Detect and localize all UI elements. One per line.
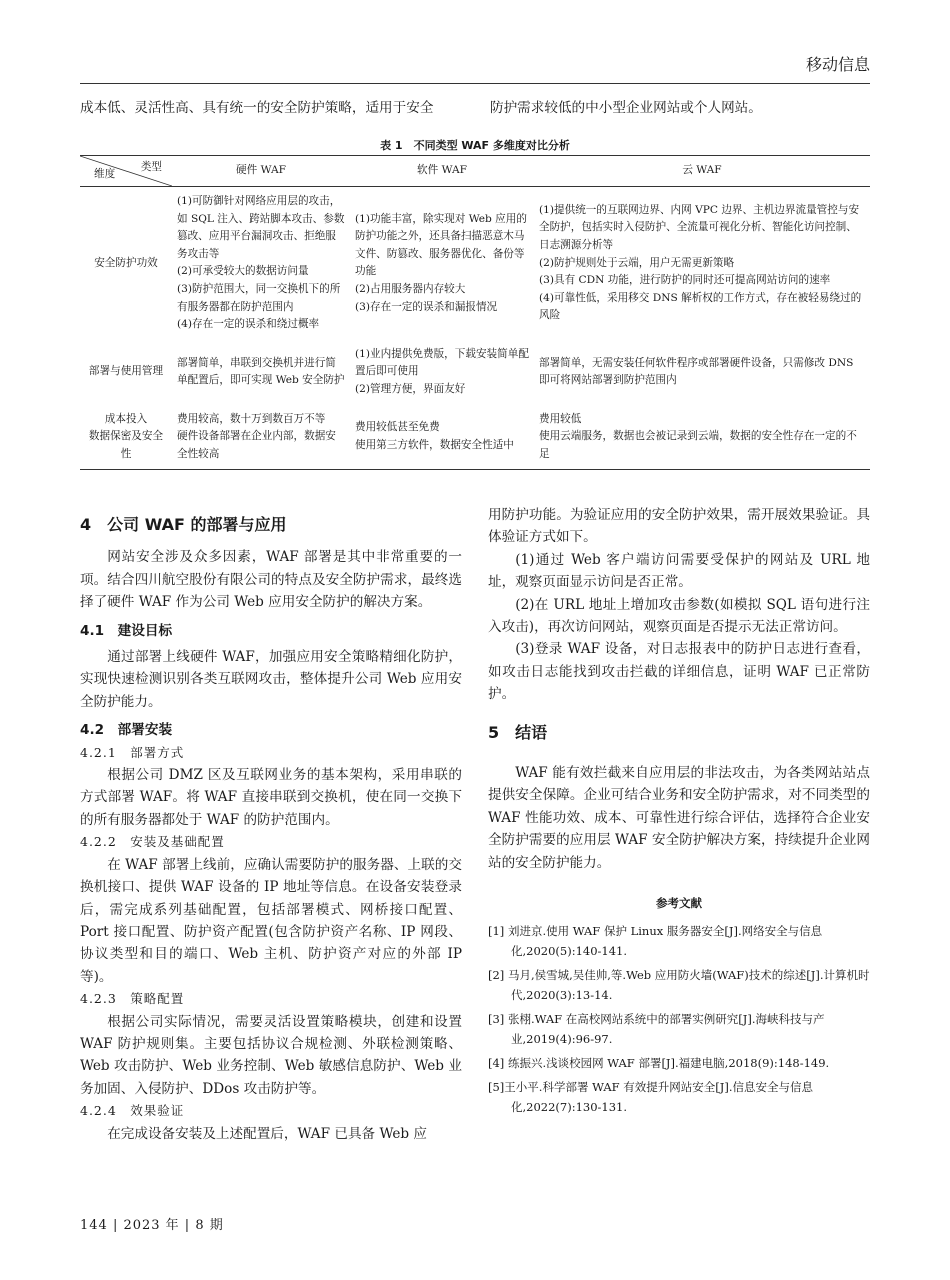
cell-hardware: (1)可防御针对网络应用层的攻击，如 SQL 注入、跨站脚本攻击、参数篡改、应用平台漏洞攻击、拒绝服务攻击等 (2)可承受较大的数据访问量 (3)防护范围大，同一交换机下的所有服务器都在防护范围内 (4)存在一定的误杀和绕过概率 bbox=[177, 195, 345, 331]
section-4-2-4-title: 4.2.4 效果验证 bbox=[80, 1103, 185, 1119]
cell-software: (1)功能丰富，除实现对 Web 应用的防护功能之外，还具备扫描恶意木马文件、防篡改、服务器优化、备份等功能 (2)占用服务器内存较大 (3)存在一定的误杀和漏报情况 bbox=[355, 212, 527, 313]
section-4-2-1-paragraph: 根据公司 DMZ 区及互联网业务的基本架构，采用串联的方式部署 WAF。将 WAF 直接串联到交换机，使在同一交换下的所有服务器都处于 WAF 的防护范围内。 bbox=[80, 767, 462, 828]
reference-item: [1] 刘进京.使用 WAF 保护 Linux 服务器安全[J].网络安全与信息化,2020(5):140-141. bbox=[488, 923, 823, 958]
header-software: 软件 WAF bbox=[350, 156, 534, 187]
top-line-left: 成本低、灵活性高、具有统一的安全防护策略，适用于安全 bbox=[80, 100, 434, 116]
reference-item: [3] 张栩.WAF 在高校网站系统中的部署实例研究[J].海峡科技与产业,2019(4):96-97. bbox=[488, 1011, 825, 1046]
row-dimension: 安全防护功效 bbox=[94, 256, 158, 269]
section-5-paragraph: WAF 能有效拦截来自应用层的非法攻击，为各类网站站点提供安全保障。企业可结合业务和安全防护需求，对不同类型的 WAF 性能功效、成本、可靠性进行综合评估，选择符合企业安全防护需要的应用层 WAF 安全防护解决方案，持续提升企业网站的安全防护能力。 bbox=[488, 765, 870, 871]
table-row bbox=[80, 340, 870, 405]
right-column bbox=[488, 504, 870, 1121]
reference-list bbox=[488, 921, 870, 1117]
reference-item: [5]王小平.科学部署 WAF 有效提升网站安全[J].信息安全与信息化,2022(7):130-131. bbox=[488, 1079, 814, 1114]
top-line-right: 防护需求较低的中小型企业网站或个人网站。 bbox=[490, 100, 762, 116]
continued-paragraph: 用防护功能。为验证应用的安全防护效果，需开展效果验证。具体验证方式如下。 bbox=[488, 507, 870, 546]
section-4-1-title: 4.1 建设目标 bbox=[80, 622, 173, 639]
cell-cloud: 部署简单，无需安装任何软件程序或部署硬件设备，只需修改 DNS 即可将网站部署到防护范围内 bbox=[539, 356, 854, 387]
cell-software: 费用较低甚至免费 使用第三方软件，数据安全性适中 bbox=[355, 421, 514, 451]
verify-step-3: (3)登录 WAF 设备，对日志报表中的防护日志进行查看，如攻击日志能找到攻击拦截的详细信息，证明 WAF 已正常防护。 bbox=[488, 641, 870, 703]
row-dimension: 成本投入 数据保密及安全性 bbox=[88, 412, 164, 460]
section-4-paragraph: 网站安全涉及众多因素，WAF 部署是其中非常重要的一项。结合四川航空股份有限公司的特点及安全防护需求，最终选择了硬件 WAF 作为公司 Web 应用安全防护的解决方案。 bbox=[80, 549, 462, 611]
section-4-2-3-paragraph: 根据公司实际情况，需要灵活设置策略模块，创建和设置 WAF 防护规则集。主要包括协议合规检测、外联检测策略、Web 攻击防护、Web 业务控制、Web 敏感信息防护、Web 业务加固、入侵防护、DDos 攻击防护等。 bbox=[80, 1013, 462, 1097]
running-head bbox=[0, 0, 950, 76]
comparison-table bbox=[80, 155, 870, 470]
section-4-2-4-paragraph: 在完成设备安装及上述配置后，WAF 已具备 Web 应 bbox=[107, 1125, 427, 1142]
section-5-title: 5 结语 bbox=[488, 722, 548, 742]
journal-name: 移动信息 bbox=[805, 55, 870, 74]
section-4-2-3-title: 4.2.3 策略配置 bbox=[80, 991, 185, 1007]
section-4-2-2-title: 4.2.2 安装及基础配置 bbox=[80, 834, 225, 850]
left-column bbox=[80, 510, 462, 1145]
cell-cloud: (1)提供统一的互联网边界、内网 VPC 边界、主机边界流量管控与安全防护，包括实时入侵防护、全流量可视化分析、智能化访问控制、日志溯源分析等 (2)防护规则处于云端，用户无需更新策略 (3)具有 CDN 功能，进行防护的同时还可提高网站访问的速率 (4)可靠性低，采用移交 DNS 解析权的工作方式，存在被轻易绕过的风险 bbox=[539, 203, 862, 322]
cell-hardware: 费用较高，数十万到数百万不等 硬件设备部署在企业内部，数据安全性较高 bbox=[177, 412, 336, 460]
cell-software: (1)业内提供免费版，下载安装简单配置后即可使用 (2)管理方便，界面友好 bbox=[355, 347, 529, 395]
table-corner bbox=[80, 156, 172, 187]
corner-type: 类型 bbox=[140, 161, 162, 173]
section-4-1-paragraph: 通过部署上线硬件 WAF，加强应用安全策略精细化防护，实现快速检测识别各类互联网攻击，整体提升公司 Web 应用安全防护能力。 bbox=[80, 649, 462, 710]
section-4-2-title: 4.2 部署安装 bbox=[80, 722, 173, 739]
table-row bbox=[80, 187, 870, 340]
table-row bbox=[80, 405, 870, 470]
verify-step-2: (2)在 URL 地址上增加攻击参数(如模拟 SQL 语句进行注入攻击)，再次访问网站，观察页面是否提示无法正常访问。 bbox=[488, 596, 870, 636]
section-4-title: 4 公司 WAF 的部署与应用 bbox=[80, 515, 287, 534]
reference-item: [2] 马月,侯雪城,吴佳帅,等.Web 应用防火墙(WAF)技术的综述[J].计算机时代,2020(3):13-14. bbox=[488, 967, 870, 1002]
page-footer: 144 | 2023 年 | 8 期 bbox=[80, 1218, 224, 1233]
references-title: 参考文献 bbox=[656, 896, 702, 911]
header-hardware: 硬件 WAF bbox=[172, 156, 350, 187]
section-4-2-1-title: 4.2.1 部署方式 bbox=[80, 744, 185, 760]
row-dimension: 部署与使用管理 bbox=[88, 365, 164, 378]
reference-item: [4] 练振兴.浅谈校园网 WAF 部署[J].福建电脑,2018(9):148-149. bbox=[488, 1055, 830, 1070]
table-caption: 表 1 不同类型 WAF 多维度对比分析 bbox=[380, 139, 570, 152]
header-cloud: 云 WAF bbox=[534, 156, 870, 187]
cell-cloud: 费用较低 使用云端服务，数据也会被记录到云端，数据的安全性存在一定的不足 bbox=[539, 412, 857, 460]
cell-hardware: 部署简单，串联到交换机并进行简单配置后，即可实现 Web 安全防护 bbox=[177, 356, 345, 387]
corner-dimension: 维度 bbox=[94, 168, 116, 181]
verify-step-1: (1)通过 Web 客户端访问需要受保护的网站及 URL 地址，观察页面显示访问是否正常。 bbox=[488, 551, 870, 591]
section-4-2-2-paragraph: 在 WAF 部署上线前，应确认需要防护的服务器、上联的交换机接口、提供 WAF 设备的 IP 地址等信息。在设备安装登录后，需完成系列基础配置，包括部署模式、网桥接口配置、Port 接口配置、防护资产配置(包含防护资产名称、IP 网段、协议类型和目的端口、Web 主机、防护资产对应的外部 IP 等)。 bbox=[80, 856, 462, 985]
header-rule bbox=[80, 83, 870, 84]
